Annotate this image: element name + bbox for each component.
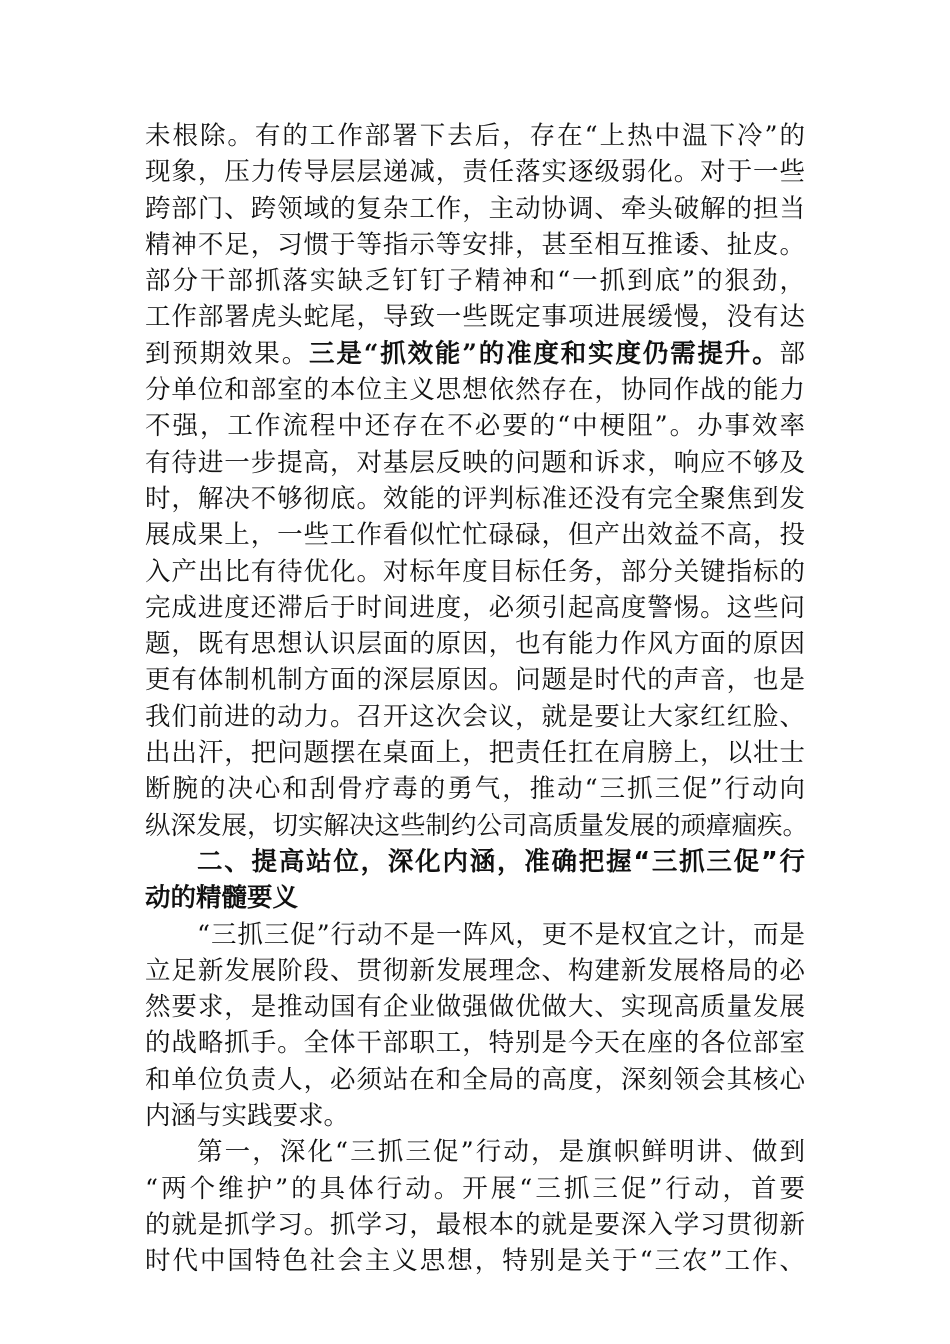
text-line: 完成进度还滞后于时间进度，必须引起高度警惕。这些问 [145, 592, 805, 623]
bold-subheading: 三是“抓效能”的准度和实度仍需提升。 [309, 338, 780, 369]
text-line: 跨部门、跨领域的复杂工作，主动协调、牵头破解的担当 [145, 193, 805, 224]
text-run: 部 [779, 338, 805, 369]
heading-line: 二、提高站位，深化内涵，准确把握“三抓三促”行 [197, 846, 805, 877]
text-line: 立足新发展阶段、贯彻新发展理念、构建新发展格局的必 [145, 955, 805, 986]
text-line: 精神不足，习惯于等指示等安排，甚至相互推诿、扯皮。 [145, 229, 805, 260]
text-line: 第一，深化“三抓三促”行动，是旗帜鲜明讲、做到 [197, 1137, 805, 1168]
text-line: 入产出比有待优化。对标年度目标任务，部分关键指标的 [145, 556, 805, 587]
text-line: “两个维护”的具体行动。开展“三抓三促”行动，首要 [145, 1173, 805, 1204]
section-heading [145, 844, 805, 917]
text-line: 我们前进的动力。召开这次会议，就是要让大家红红脸、 [145, 701, 805, 732]
text-line: 未根除。有的工作部署下去后，存在“上热中温下冷”的 [145, 121, 805, 151]
paragraph-overview [145, 917, 805, 1135]
document-page [145, 118, 809, 1280]
text-line: 时代中国特色社会主义思想，特别是关于“三农”工作、 [145, 1246, 805, 1277]
text-line: 出出汗，把问题摆在桌面上，把责任扛在肩膀上，以壮士 [145, 738, 805, 769]
heading-line: 动的精髓要义 [145, 883, 299, 914]
text-line: 有待进一步提高，对基层反映的问题和诉求，响应不够及 [145, 447, 805, 478]
text-line: 工作部署虎头蛇尾，导致一些既定事项进展缓慢，没有达 [145, 302, 805, 333]
text-line: 的就是抓学习。抓学习，最根本的就是要深入学习贯彻新 [145, 1209, 805, 1240]
text-line: 的战略抓手。全体干部职工，特别是今天在座的各位部室 [145, 1028, 805, 1059]
text-line: “三抓三促”行动不是一阵风，更不是权宜之计，而是 [197, 919, 805, 950]
text-run: 到预期效果。 [145, 338, 310, 369]
text-line: 题，既有思想认识层面的原因，也有能力作风方面的原因 [145, 629, 805, 660]
text-line: 断腕的决心和刮骨疗毒的勇气，推动“三抓三促”行动向 [145, 774, 805, 805]
text-line: 部分干部抓落实缺乏钉钉子精神和“一抓到底”的狠劲， [145, 266, 805, 297]
text-line: 展成果上，一些工作看似忙忙碌碌，但产出效益不高，投 [145, 520, 805, 551]
text-line: 时，解决不够彻底。效能的评判标准还没有完全聚焦到发 [145, 483, 805, 514]
text-line: 现象，压力传导层层递减，责任落实逐级弱化。对于一些 [145, 157, 805, 188]
text-line [145, 336, 805, 372]
text-line: 更有体制机制方面的深层原因。问题是时代的声音，也是 [145, 665, 805, 696]
text-line: 不强，工作流程中还存在不必要的“中梗阻”。办事效率 [145, 411, 805, 442]
paragraph-problems [145, 118, 809, 844]
text-line: 然要求，是推动国有企业做强做优做大、实现高质量发展 [145, 992, 805, 1023]
paragraph-first-point [145, 1134, 805, 1279]
text-line: 纵深发展，切实解决这些制约公司高质量发展的顽瘴痼疾。 [145, 810, 809, 841]
text-line: 和单位负责人，必须站在和全局的高度，深刻领会其核心 [145, 1064, 805, 1095]
text-line: 内涵与实践要求。 [145, 1101, 350, 1132]
text-line: 分单位和部室的本位主义思想依然存在，协同作战的能力 [145, 375, 805, 406]
